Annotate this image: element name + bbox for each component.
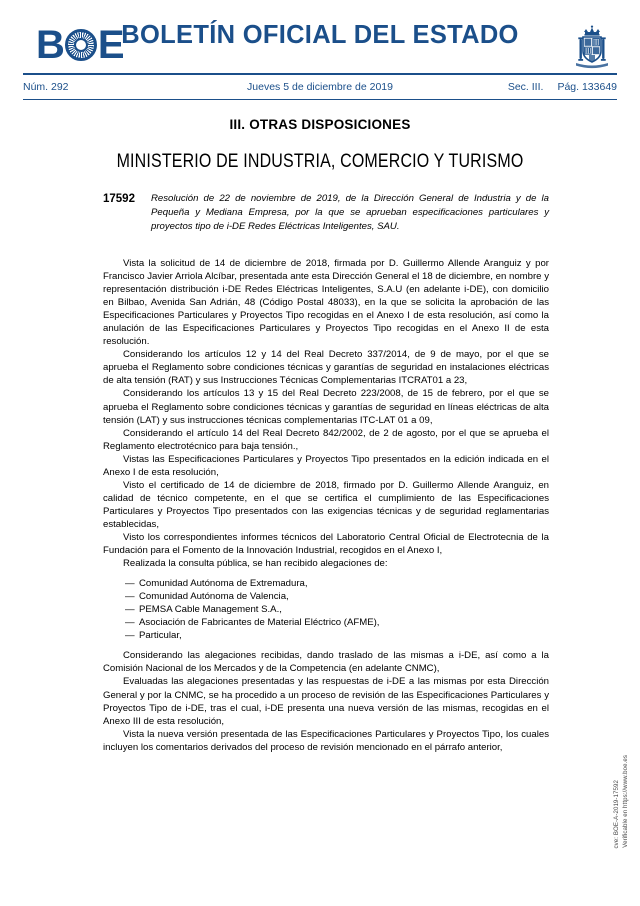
body-paragraph: Evaluadas las alegaciones presentadas y las respuestas de i-DE a las mismas por esta Dirección General y por la CNMC, se ha procedido a un proceso de revisión de las Especificaciones Particulares y Proyectos Tipo de i-DE, tras el cual, i-DE presenta una nueva versión de las mismas, recogidas en el Anexo III de esta resolución, [103,676,549,727]
body-paragraph: Visto el certificado de 14 de diciembre de 2018, firmado por D. Guillermo Allende Aranguiz, en calidad de técnico competente, en el que se certifica el cumplimiento de las Especificaciones Particulares y Proyectos Tipo presentados con las exigencias técnicas y de seguridad reglamentarias establecidas, [103,479,549,530]
cve-code: cve: BOE-A-2019-17592 [613,779,620,848]
body-paragraph: Realizada la consulta pública, se han recibido alegaciones de: [123,558,388,570]
list-dash-icon: — [125,630,135,642]
header-meta-row [23,77,617,97]
list-item [125,629,549,642]
header-rule-top [23,73,617,75]
resolution-number: 17592 [103,193,135,205]
masthead [0,0,640,70]
body-paragraph: Vistas las Especificaciones Particulares y Proyectos Tipo presentados en la edición indicada en el Anexo I de esta resolución, [103,453,549,478]
masthead-title: BOLETÍN OFICIAL DEL ESTADO [121,20,519,49]
list-dash-icon: — [125,591,135,603]
body-paragraph: Considerando los artículos 13 y 15 del Real Decreto 223/2008, de 15 de febrero, por el que se aprueba el Reglamento sobre condiciones técnicas y garantías de seguridad en líneas eléctricas de alta tensión (LAT) y sus instrucciones técnicas complementarias ITC-LAT 01 a 09, [103,388,549,426]
boe-logo-letter-b: B [36,23,64,67]
publication-date: Jueves 5 de diciembre de 2019 [247,81,393,93]
list-item [125,590,549,603]
list-item-label: PEMSA Cable Management S.A., [139,604,282,616]
document-body [103,257,549,754]
list-item [125,616,549,629]
body-paragraph: Visto los correspondientes informes técnicos del Laboratorio Central Oficial de Electrotecnia de la Fundación para el Fomento de la Innovación Industrial, recogidos en el Anexo I, [103,531,549,557]
body-paragraph: Vista la solicitud de 14 de diciembre de 2018, firmada por D. Guillermo Allende Aranguiz y por Francisco Javier Arriola Alcíbar, presentada ante esta Dirección General el 18 de diciembre, en nombre y representación distribución i-DE Redes Eléctricas Inteligentes, S.A.U (en adelante i-DE), con domicilio en Bilbao, Avenida San Adrián, 48 (Código Postal 48033), en la que se solicita la aprobación de las Especificaciones Particulares y Proyectos Tipo recogidas en el Anexo I de esta resolución, así como la anulación de las Especificaciones Particulares y Proyectos Tipo recogidas en el Anexo II de esta resolución. [103,258,549,348]
list-item [125,603,549,616]
header-rule-bottom [23,99,617,100]
list-item [125,577,549,590]
section-label: Sec. III. [507,81,544,93]
list-dash-icon: — [125,617,135,629]
issue-number: Núm. 292 [23,81,69,93]
resolution-title: Resolución de 22 de noviembre de 2019, de la Dirección General de Industria y de la Pequeña y Mediana Empresa, por la que se aprueban especificaciones particulares y proyectos tipo de i-DE Redes Eléctricas Inteligentes, SAU. [151,193,549,233]
verification-url: Verificable en https://www.boe.es [622,755,629,848]
list-item-label: Comunidad Autónoma de Valencia, [139,591,289,603]
body-paragraph: Vista la nueva versión presentada de las Especificaciones Particulares y Proyectos Tipo, los cuales incluyen los comentarios derivados del proceso de revisión mencionado en el párrafo anterior, [103,728,549,753]
spain-coat-of-arms-icon [572,25,612,69]
section-roman-title: III. OTRAS DISPOSICIONES [229,117,411,132]
list-item-label: Particular, [139,630,182,642]
list-dash-icon: — [125,604,135,616]
boe-logo-letter-e: E [97,23,124,67]
page-number: Pág. 133649 [557,81,617,93]
ministry-title: MINISTERIO DE INDUSTRIA, COMERCIO Y TURISMO [116,150,524,172]
resolution-heading [103,192,549,235]
body-paragraph: Considerando las alegaciones recibidas, dando traslado de las mismas a i-DE, así como a la Comisión Nacional de los Mercados y de la Competencia (en adelante CNMC), [103,650,549,675]
body-paragraph: Considerando los artículos 12 y 14 del Real Decreto 337/2014, de 9 de mayo, por el que se aprueba el Reglamento sobre condiciones técnicas y garantías de seguridad en instalaciones eléctricas de alta tensión (RAT) y sus Instrucciones Técnicas Complementarias ITCRAT01 a 23, [103,349,549,387]
allegations-list [103,577,549,642]
list-item-label: Asociación de Fabricantes de Material Eléctrico (AFME), [139,617,380,629]
list-dash-icon: — [125,578,135,590]
list-item-label: Comunidad Autónoma de Extremadura, [139,578,308,590]
verification-side-note [608,668,630,848]
body-paragraph: Considerando el artículo 14 del Real Decreto 842/2002, de 2 de agosto, por el que se aprueba el Reglamento electrotécnico para baja tensión., [103,427,549,452]
